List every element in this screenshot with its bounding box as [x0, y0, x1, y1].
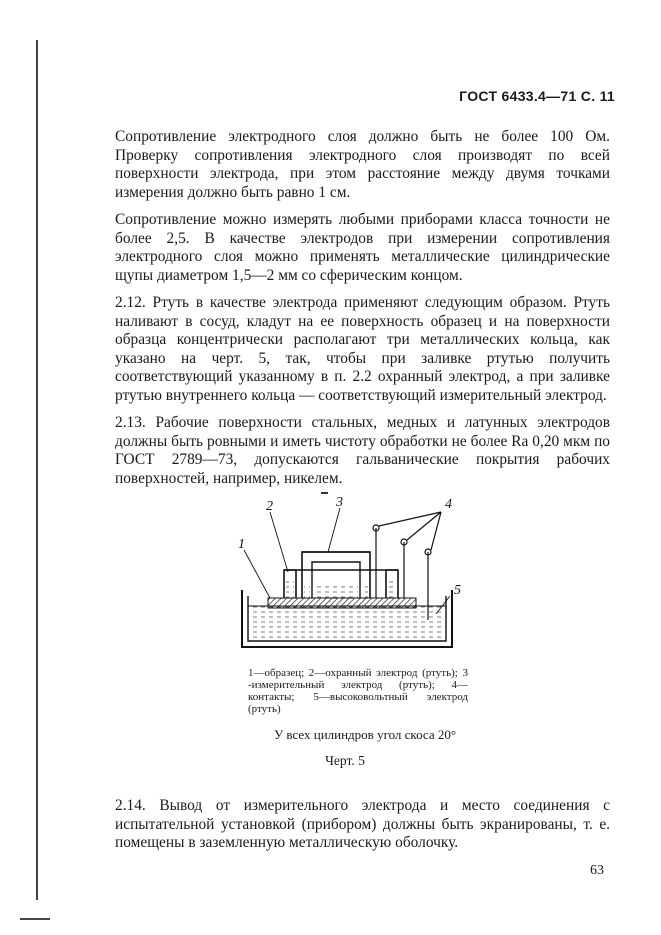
sample: [268, 598, 416, 608]
body-text-2: [115, 797, 610, 862]
figure-5-diagram: [236, 490, 476, 660]
label-5: 5: [454, 583, 461, 598]
margin-line: [36, 40, 38, 900]
label-4: 4: [445, 497, 452, 512]
paragraph-2: Сопротивление можно измерять любыми приборами класса точности не более 2,5. В качестве электродов при измерении сопротивления электродного слоя можно применять металлические цилиндрические щупы диаметром 1,5—2 мм со сферическим концом.: [115, 211, 610, 284]
paragraph-1: Сопротивление электродного слоя должно быть не более 100 Ом. Проверку сопротивления электродного слоя производят по всей поверхности электрода, при этом расстояние между двумя точками измерения должно быть равно 1 см.: [115, 128, 610, 201]
figure-title: Черт. 5: [325, 753, 365, 768]
label-3: 3: [336, 495, 343, 510]
paragraph-2-14: 2.14. Вывод от измерительного электрода и место соединения с испытательной установкой (прибором) должны быть экранированы, т. е. помещены в заземленную металлическую оболочку.: [115, 797, 610, 851]
paragraph-2-13: 2.13. Рабочие поверхности стальных, медных и латунных электродов должны быть ровными и иметь чистоту обработки не более Ra 0,20 мкм по ГОСТ 2789—73, допускаются гальванические покрытия рабочих поверхностей, например, никелем.: [115, 414, 610, 487]
margin-mark: [20, 918, 50, 920]
body-text: [115, 128, 610, 497]
figure-note: У всех цилиндров угол скоса 20°: [273, 727, 457, 742]
measuring-electrode: [302, 552, 370, 598]
page-header: ГОСТ 6433.4—71 С. 11: [459, 88, 615, 104]
page-number: 63: [590, 863, 604, 878]
label-1: 1: [238, 537, 245, 552]
figure-caption: 1—образец; 2—охранный электрод (ртуть); 3 -измерительный электрод (ртуть); 4—контакты; 5—высоковольтный электрод (ртуть): [248, 667, 468, 715]
label-2: 2: [266, 499, 273, 514]
paragraph-2-12: 2.12. Ртуть в качестве электрода применяют следующим образом. Ртуть наливают в сосуд, кладут на ее поверхность образец и на поверхности образца концентрически располагают три металлических кольца, как указано на черт. 5, так, чтобы при заливке ртутью получить соответствующий указанному в п. 2.2 охранный электрод, а при заливке ртутью внутреннего кольца — соответствующий измерительный электрод.: [115, 294, 610, 404]
